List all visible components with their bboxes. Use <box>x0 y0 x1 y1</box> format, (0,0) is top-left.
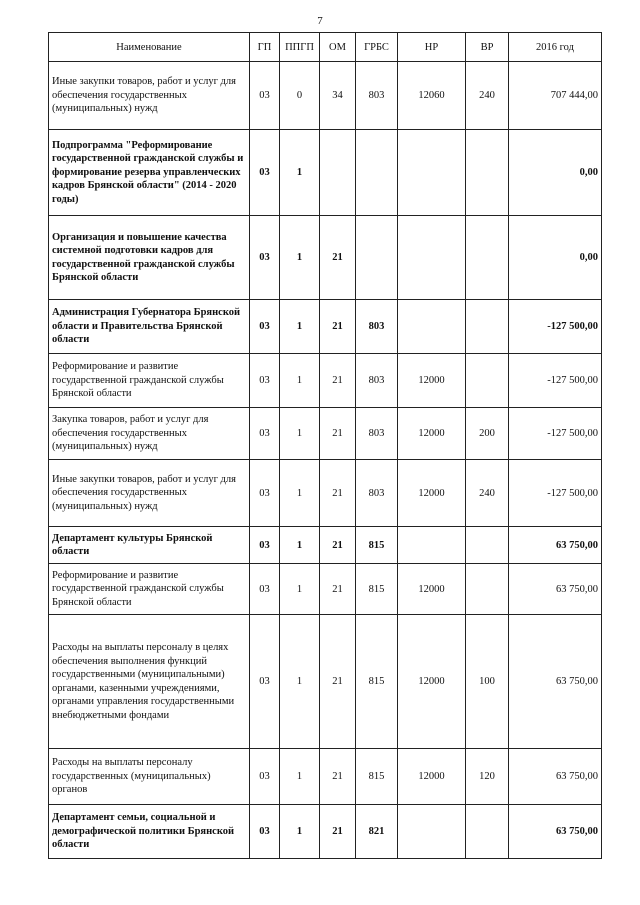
cell-nr <box>398 216 466 300</box>
table-row <box>49 564 602 615</box>
page-number: 7 <box>317 15 323 27</box>
cell-om: 21 <box>320 527 356 564</box>
cell-name: Реформирование и развитие государственной гражданской службы Брянской области <box>49 354 250 408</box>
table-row <box>49 527 602 564</box>
cell-om: 34 <box>320 62 356 130</box>
cell-gp: 03 <box>250 527 280 564</box>
cell-name: Закупка товаров, работ и услуг для обеспечения государственных (муниципальных) нужд <box>49 408 250 460</box>
header-grbs: ГРБС <box>356 33 398 62</box>
cell-ppgp: 1 <box>280 527 320 564</box>
cell-gp: 03 <box>250 216 280 300</box>
cell-amount: -127 500,00 <box>509 460 602 527</box>
cell-vr <box>466 300 509 354</box>
cell-amount: 63 750,00 <box>509 527 602 564</box>
cell-name: Расходы на выплаты персоналу в целях обеспечения выполнения функций государственными (муниципальными) органами, казенными учреждениями, органами управления государственными внебюджетными фондами <box>49 615 250 749</box>
cell-nr: 12000 <box>398 564 466 615</box>
cell-gp: 03 <box>250 805 280 859</box>
cell-nr: 12060 <box>398 62 466 130</box>
cell-ppgp: 0 <box>280 62 320 130</box>
cell-vr: 240 <box>466 62 509 130</box>
header-year: 2016 год <box>509 33 602 62</box>
cell-amount: -127 500,00 <box>509 300 602 354</box>
cell-om: 21 <box>320 564 356 615</box>
cell-ppgp: 1 <box>280 749 320 805</box>
cell-vr: 120 <box>466 749 509 805</box>
cell-om: 21 <box>320 460 356 527</box>
cell-ppgp: 1 <box>280 805 320 859</box>
cell-nr: 12000 <box>398 615 466 749</box>
cell-nr <box>398 300 466 354</box>
cell-amount: 707 444,00 <box>509 62 602 130</box>
table-row <box>49 300 602 354</box>
cell-gp: 03 <box>250 300 280 354</box>
cell-grbs: 803 <box>356 300 398 354</box>
cell-name: Департамент семьи, социальной и демографической политики Брянской области <box>49 805 250 859</box>
cell-gp: 03 <box>250 354 280 408</box>
cell-vr <box>466 354 509 408</box>
cell-nr <box>398 527 466 564</box>
cell-om: 21 <box>320 300 356 354</box>
cell-om: 21 <box>320 216 356 300</box>
cell-name: Реформирование и развитие государственной гражданской службы Брянской области <box>49 564 250 615</box>
cell-ppgp: 1 <box>280 615 320 749</box>
table-body <box>49 62 602 859</box>
cell-name: Департамент культуры Брянской области <box>49 527 250 564</box>
table-row <box>49 805 602 859</box>
cell-gp: 03 <box>250 564 280 615</box>
cell-grbs <box>356 130 398 216</box>
cell-om: 21 <box>320 408 356 460</box>
header-gp: ГП <box>250 33 280 62</box>
cell-vr <box>466 805 509 859</box>
cell-name: Иные закупки товаров, работ и услуг для обеспечения государственных (муниципальных) нужд <box>49 62 250 130</box>
cell-nr: 12000 <box>398 408 466 460</box>
table-row <box>49 460 602 527</box>
cell-vr: 200 <box>466 408 509 460</box>
cell-amount: 0,00 <box>509 130 602 216</box>
cell-amount: 63 750,00 <box>509 749 602 805</box>
cell-ppgp: 1 <box>280 130 320 216</box>
cell-name: Администрация Губернатора Брянской области и Правительства Брянской области <box>49 300 250 354</box>
cell-nr: 12000 <box>398 749 466 805</box>
cell-om: 21 <box>320 749 356 805</box>
cell-ppgp: 1 <box>280 460 320 527</box>
cell-gp: 03 <box>250 749 280 805</box>
cell-nr <box>398 805 466 859</box>
cell-grbs: 803 <box>356 62 398 130</box>
cell-nr <box>398 130 466 216</box>
cell-vr: 100 <box>466 615 509 749</box>
cell-vr <box>466 216 509 300</box>
cell-grbs: 815 <box>356 527 398 564</box>
cell-om: 21 <box>320 615 356 749</box>
cell-grbs: 815 <box>356 749 398 805</box>
cell-ppgp: 1 <box>280 408 320 460</box>
cell-grbs: 803 <box>356 460 398 527</box>
cell-amount: 0,00 <box>509 216 602 300</box>
cell-grbs: 821 <box>356 805 398 859</box>
cell-om <box>320 130 356 216</box>
table-row <box>49 408 602 460</box>
cell-om: 21 <box>320 805 356 859</box>
cell-gp: 03 <box>250 408 280 460</box>
cell-gp: 03 <box>250 62 280 130</box>
cell-grbs: 803 <box>356 408 398 460</box>
header-vr: ВР <box>466 33 509 62</box>
cell-amount: -127 500,00 <box>509 354 602 408</box>
cell-ppgp: 1 <box>280 216 320 300</box>
table-row <box>49 130 602 216</box>
header-ppgp: ППГП <box>280 33 320 62</box>
cell-grbs: 815 <box>356 564 398 615</box>
cell-amount: 63 750,00 <box>509 615 602 749</box>
cell-gp: 03 <box>250 130 280 216</box>
cell-name: Иные закупки товаров, работ и услуг для обеспечения государственных (муниципальных) нужд <box>49 460 250 527</box>
table-row <box>49 216 602 300</box>
table-row <box>49 354 602 408</box>
cell-amount: 63 750,00 <box>509 564 602 615</box>
cell-om: 21 <box>320 354 356 408</box>
table-row <box>49 62 602 130</box>
table-row <box>49 749 602 805</box>
cell-nr: 12000 <box>398 354 466 408</box>
cell-gp: 03 <box>250 615 280 749</box>
cell-vr: 240 <box>466 460 509 527</box>
cell-gp: 03 <box>250 460 280 527</box>
cell-amount: -127 500,00 <box>509 408 602 460</box>
cell-name: Расходы на выплаты персоналу государственных (муниципальных) органов <box>49 749 250 805</box>
cell-ppgp: 1 <box>280 300 320 354</box>
header-name: Наименование <box>49 33 250 62</box>
cell-vr <box>466 564 509 615</box>
cell-ppgp: 1 <box>280 564 320 615</box>
cell-ppgp: 1 <box>280 354 320 408</box>
cell-name: Подпрограмма "Реформирование государственной гражданской службы и формирование резерва управленческих кадров Брянской области" (2014 - 2020 годы) <box>49 130 250 216</box>
table-row <box>49 615 602 749</box>
cell-nr: 12000 <box>398 460 466 527</box>
cell-vr <box>466 130 509 216</box>
cell-grbs: 803 <box>356 354 398 408</box>
budget-table <box>48 32 602 859</box>
cell-vr <box>466 527 509 564</box>
cell-name: Организация и повышение качества системной подготовки кадров для государственной гражданской службы Брянской области <box>49 216 250 300</box>
cell-amount: 63 750,00 <box>509 805 602 859</box>
header-nr: НР <box>398 33 466 62</box>
cell-grbs: 815 <box>356 615 398 749</box>
header-row <box>49 33 602 62</box>
header-om: ОМ <box>320 33 356 62</box>
cell-grbs <box>356 216 398 300</box>
